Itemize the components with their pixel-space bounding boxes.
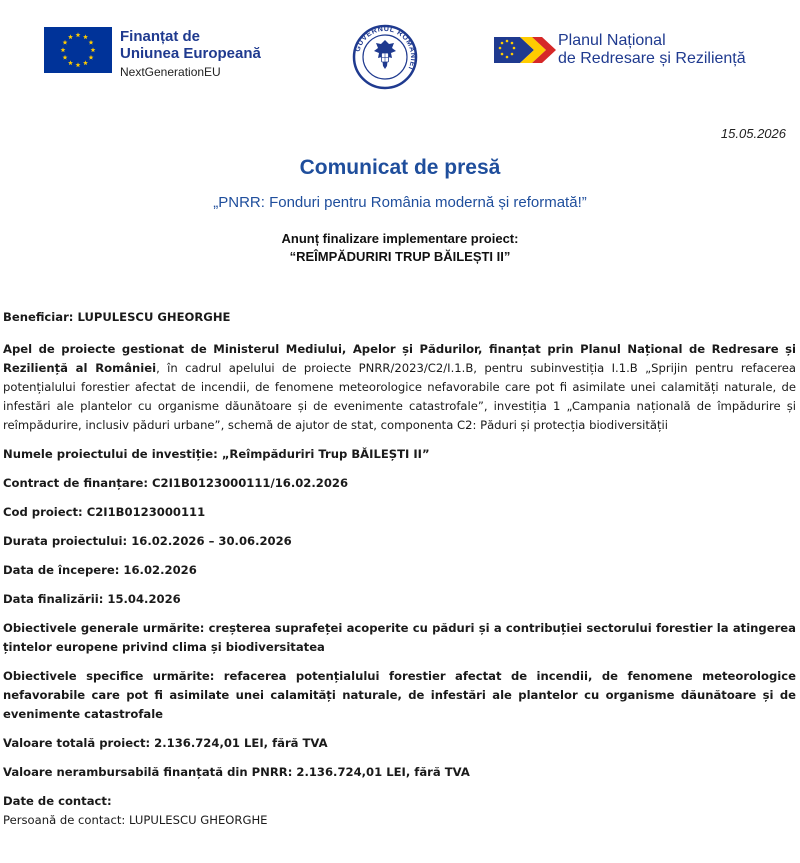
project-field-label: Data de începere:	[3, 563, 120, 577]
page-subtitle: „PNRR: Fonduri pentru România modernă și reformată!”	[213, 194, 587, 211]
project-field-label: Contract de finanțare:	[3, 476, 148, 490]
non-refundable-value-amount: 2.136.724,01 LEI, fără TVA	[292, 765, 470, 779]
project-field-value: 15.04.2026	[103, 592, 181, 606]
beneficiary-label: Beneficiar:	[3, 310, 74, 324]
project-field-row	[3, 503, 796, 522]
project-field-row	[3, 474, 796, 493]
eu-star-icon	[68, 60, 73, 65]
pnrr-logo-line2: de Redresare și Reziliență	[558, 50, 746, 67]
eu-flag-icon	[44, 27, 112, 73]
eu-star-icon	[61, 47, 66, 52]
eu-star-icon	[76, 32, 81, 37]
eu-star-icon	[89, 40, 94, 45]
eu-star-icon	[89, 55, 94, 60]
specific-objectives-value: refacerea potențialului forestier afectat de incendii, de fenomene meteorologice nefavorabile care pot fi asimilate unei calamități naturale, de infestări ale plantelor cu organisme dăunătoare și de evenimente catastrofale	[3, 669, 797, 721]
project-fields	[3, 445, 796, 609]
general-objectives-paragraph	[3, 619, 796, 657]
svg-text:GUVERNUL ROMÂNIEI: GUVERNUL ROMÂNIEI	[352, 24, 418, 72]
general-objectives-label: Obiectivele generale urmărite:	[3, 621, 205, 635]
press-release-date: 15.05.2026	[720, 126, 786, 141]
general-objectives-value: creșterea suprafeței acoperite cu păduri și a contribuției sectorului forestier la atingerea țintelor europene privind clima și biodiversitatea	[3, 621, 796, 654]
eu-star-icon	[76, 62, 81, 67]
pnrr-logo-line1: Planul Național	[558, 32, 666, 49]
contact-person: Persoană de contact: LUPULESCU GHEORGHE	[3, 813, 268, 827]
specific-objectives-label: Obiectivele specifice urmărite:	[3, 669, 215, 683]
non-refundable-value-paragraph	[3, 763, 796, 782]
eu-star-icon	[83, 34, 88, 39]
romanian-government-seal-icon	[352, 24, 418, 90]
call-description-bold: Apel de proiecte gestionat de Ministerul Mediului, Apelor și Pădurilor, finanțat prin Planul Național de Redresare și Reziliență al României	[3, 342, 796, 375]
project-name-heading: “REÎMPĂDURIRI TRUP BĂILEȘTI II”	[289, 249, 511, 264]
project-field-label: Cod proiect:	[3, 505, 83, 519]
eu-logo-line1: Finanțat de	[120, 28, 201, 45]
project-field-value: 16.02.2026	[119, 563, 197, 577]
specific-objectives-paragraph	[3, 667, 796, 724]
announcement-line1: Anunț finalizare implementare proiect:	[281, 231, 519, 246]
total-value-paragraph	[3, 734, 796, 753]
eu-star-icon	[91, 47, 96, 52]
call-description-paragraph	[3, 340, 796, 435]
pnrr-flag-mark-icon	[494, 33, 558, 67]
project-field-label: Durata proiectului:	[3, 534, 128, 548]
contact-title: Date de contact:	[3, 794, 112, 808]
total-value-label: Valoare totală proiect:	[3, 736, 151, 750]
eu-star-icon	[68, 34, 73, 39]
page-title: Comunicat de presă	[299, 156, 501, 179]
beneficiary-value: LUPULESCU GHEORGHE	[73, 310, 231, 324]
eu-star-icon	[63, 40, 68, 45]
project-field-value: C2I1B0123000111	[82, 505, 206, 519]
non-refundable-value-label: Valoare nerambursabilă finanțată din PNRR:	[3, 765, 293, 779]
call-description-text: , în cadrul apelului de proiecte PNRR/2023/C2/I.1.B, pentru subinvestiția I.1.B „Sprijin pentru refacerea potențialului forestier afectat de incendii, de fenomene meteorologice nefavorabile care pot fi asimilate unei calamități naturale, de infestări ale plantelor cu organisme dăunătoare și de evenimente catastrofale”, investiția 1 „Campania națională de împădurire și reîmpădurire, inclusiv păduri urbane”, schemă de ajutor de stat, componenta C2: Păduri și protecția biodiversității	[3, 361, 796, 432]
beneficiary-paragraph	[3, 308, 796, 327]
press-release-body	[3, 308, 796, 830]
project-field-row	[3, 590, 796, 609]
eu-funding-logo	[44, 27, 261, 81]
eu-logo-line2: Uniunea Europeană	[120, 45, 261, 62]
eu-logo-line3: NextGenerationEU	[120, 65, 221, 79]
project-field-row	[3, 561, 796, 580]
project-field-value: C2I1B0123000111/16.02.2026	[147, 476, 349, 490]
pnrr-logo	[494, 32, 746, 68]
project-field-label: Numele proiectului de investiție:	[3, 447, 218, 461]
total-value-amount: 2.136.724,01 LEI, fără TVA	[150, 736, 328, 750]
project-field-row	[3, 532, 796, 551]
project-field-row	[3, 445, 796, 464]
eu-star-icon	[83, 60, 88, 65]
project-field-value: 16.02.2026 – 30.06.2026	[127, 534, 292, 548]
project-field-value: „Reîmpăduriri Trup BĂILEȘTI II”	[217, 447, 430, 461]
eu-star-icon	[63, 55, 68, 60]
announcement-heading	[0, 230, 800, 266]
project-field-label: Data finalizării:	[3, 592, 104, 606]
